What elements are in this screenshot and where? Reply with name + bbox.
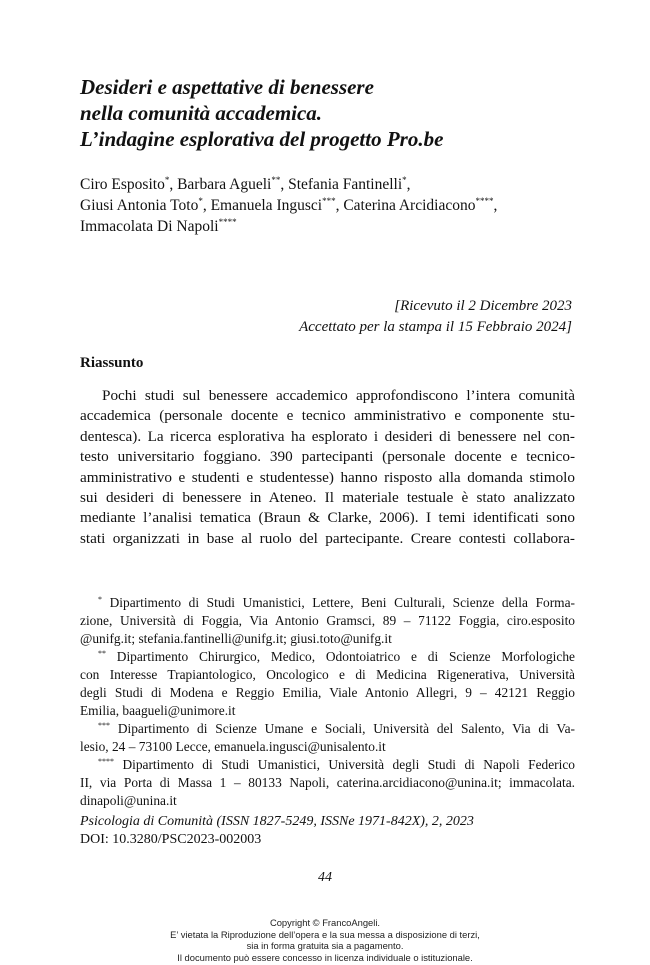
accepted-line: Accettato per la stampa il 15 Febbraio 2024] <box>299 319 572 335</box>
footnote-line: con Interesse Trapiantologico, Oncologico e di Medicina Rigenerativa, Università <box>80 667 575 682</box>
copyright-line: Il documento può essere concesso in licenza individuale o istituzionale. <box>177 951 473 963</box>
affiliation-mark: **** <box>218 217 237 227</box>
copyright-line: sia in forma gratuita sia a pagamento. <box>246 940 404 952</box>
affiliation-footnotes <box>80 594 575 810</box>
author-name: Stefania Fantinelli <box>288 176 403 193</box>
author-name: Ciro Esposito <box>80 176 165 193</box>
footnote-mark: **** <box>98 757 114 766</box>
author-separator: , <box>335 197 344 214</box>
copyright-notice <box>0 917 650 963</box>
author-separator: , <box>493 197 498 214</box>
abstract-line: Pochi studi sul benessere accademico approfondiscono l’intera comunità <box>102 387 575 404</box>
author-name: Giusi Antonia Toto <box>80 197 199 214</box>
affiliation-mark: * <box>198 196 203 206</box>
author-line-2 <box>80 195 585 216</box>
footnote-line <box>80 594 575 612</box>
received-line: [Ricevuto il 2 Dicembre 2023 <box>394 298 572 314</box>
doi-link[interactable]: DOI: 10.3280/PSC2023-002003 <box>80 832 262 847</box>
abstract-text <box>80 386 575 549</box>
abstract-line: sui desideri di benessere in Ateneo. Il materiale testuale è stato analizzato <box>80 489 575 507</box>
abstract-line: amministrativo e studenti e studentesse) hanno risposto alla domanda stimolo <box>80 468 575 486</box>
affiliation-mark: ** <box>271 175 281 185</box>
footnote-line: zione, Università di Foggia, Via Antonio Gramsci, 89 – 71122 Foggia, ciro.esposito <box>80 613 575 628</box>
author-name: Caterina Arcidiacono <box>343 197 476 214</box>
footnote-line <box>80 756 575 774</box>
title-line-1: Desideri e aspettative di benessere <box>80 75 374 99</box>
abstract-line: testo universitario foggiano. 390 partecipanti (personale docente e tecnico- <box>80 448 575 466</box>
title-line-2: nella comunità accademica. <box>80 101 323 125</box>
author-name: Barbara Agueli <box>177 176 272 193</box>
author-separator: , <box>202 197 211 214</box>
footnote-text: Dipartimento Chirurgico, Medico, Odontoiatrico e di Scienze Morfologiche <box>116 649 575 664</box>
footnote-line: degli Studi di Modena e Reggio Emilia, Viale Antonio Allegri, 9 – 42121 Reggio <box>80 685 575 700</box>
footnote-line: Emilia, baagueli@unimore.it <box>80 703 236 718</box>
copyright-line: Copyright © FrancoAngeli. <box>269 917 381 928</box>
author-list <box>80 174 585 237</box>
footnote-line: @unifg.it; stefania.fantinelli@unifg.it; giusi.toto@unifg.it <box>80 631 392 646</box>
affiliation-mark: * <box>402 175 407 185</box>
author-line-1 <box>80 174 585 195</box>
author-name: Emanuela Ingusci <box>210 197 323 214</box>
footnote-line: lesio, 24 – 73100 Lecce, emanuela.ingusci@unisalento.it <box>80 739 386 754</box>
footnote-line: dinapoli@unina.it <box>80 793 177 808</box>
title-line-3: L’indagine esplorativa del progetto Pro.be <box>80 127 444 151</box>
footnote-mark: *** <box>98 721 110 730</box>
author-name: Immacolata Di Napoli <box>80 218 219 235</box>
footnote-text: Dipartimento di Scienze Umane e Sociali, Università del Salento, Via di Va- <box>117 721 575 736</box>
article-title <box>80 74 580 152</box>
footnote-line: II, via Porta di Massa 1 – 80133 Napoli, caterina.arcidiacono@unina.it; immacolata. <box>80 775 575 790</box>
affiliation-mark: * <box>164 175 170 185</box>
footnote-line <box>80 720 575 738</box>
abstract-line: accademica (personale docente e tecnico amministrativo e componente stu- <box>80 407 575 425</box>
footnote-mark: * <box>98 595 102 604</box>
author-separator: , <box>169 176 178 193</box>
author-separator: , <box>280 176 289 193</box>
abstract-line: stati organizzati in base al ruolo del partecipante. Creare contesti collabora- <box>80 529 575 547</box>
journal-citation: Psicologia di Comunità (ISSN 1827-5249, ISSNe 1971-842X), 2, 2023 <box>80 814 474 829</box>
abstract-heading: Riassunto <box>80 355 144 371</box>
abstract-line: mediante l’analisi tematica (Braun & Clarke, 2006). I temi identificati sono <box>80 509 575 527</box>
received-dates <box>299 296 572 338</box>
affiliation-mark: *** <box>322 196 336 206</box>
affiliation-mark: **** <box>475 196 494 206</box>
abstract-line: dentesca). La ricerca esplorativa ha esplorato i desideri di benessere nel con- <box>80 427 575 445</box>
footnote-mark: ** <box>98 649 106 658</box>
author-separator: , <box>406 176 411 193</box>
page-number: 44 <box>318 870 332 885</box>
footnote-text: Dipartimento di Studi Umanistici, Università degli Studi di Napoli Federico <box>122 757 575 772</box>
journal-info <box>80 813 575 849</box>
footnote-text: Dipartimento di Studi Umanistici, Lettere, Beni Culturali, Scienze della Forma- <box>109 595 575 610</box>
author-line-3 <box>80 216 585 237</box>
copyright-line: E’ vietata la Riproduzione dell’opera e la sua messa a disposizione di terzi, <box>170 928 480 940</box>
footnote-line <box>80 648 575 666</box>
